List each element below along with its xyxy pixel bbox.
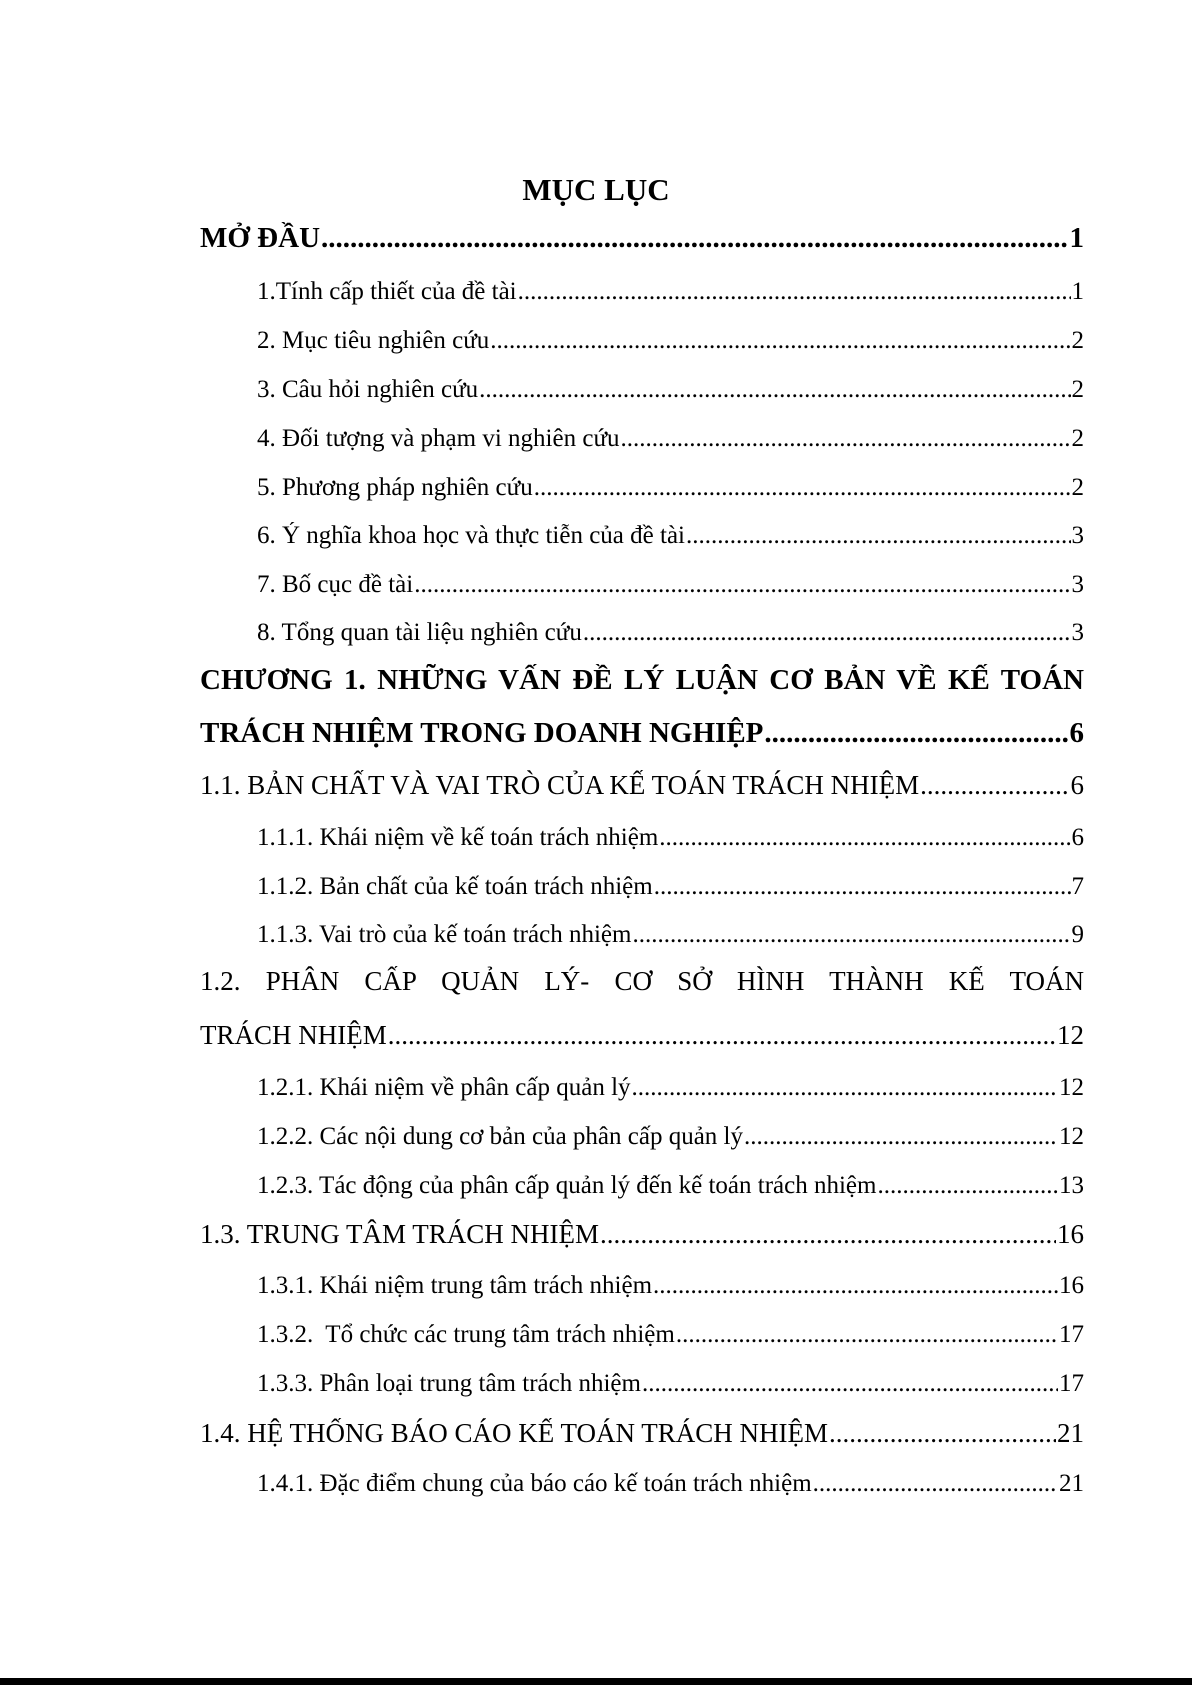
toc-entry-page: 12 (1059, 1074, 1084, 1101)
toc-entry-text: 1.4. HỆ THỐNG BÁO CÁO KẾ TOÁN TRÁCH NHIỆM (200, 1418, 829, 1448)
toc-entry[interactable] (257, 873, 1084, 901)
toc-entry[interactable] (257, 522, 1084, 550)
toc-entry-page: 21 (1059, 1470, 1084, 1497)
toc-entry-page: 17 (1059, 1321, 1084, 1348)
toc-entry-text: 7. Bố cục đề tài (257, 571, 414, 598)
dot-leader (600, 1219, 1056, 1250)
toc-entry-text: 6. Ý nghĩa khoa học và thực tiễn của đề tài (257, 522, 685, 549)
toc-entry[interactable] (257, 376, 1084, 404)
toc-entry-text: TRÁCH NHIỆM (200, 1020, 387, 1050)
bottom-edge-bar (0, 1678, 1192, 1685)
toc-entry-text: MỞ ĐẦU (200, 222, 321, 254)
dot-leader (479, 376, 1070, 404)
dot-leader (642, 1370, 1058, 1398)
dot-leader (676, 1321, 1058, 1349)
toc-entry-page: 13 (1059, 1172, 1084, 1199)
toc-entry-page: 6 (1070, 770, 1084, 800)
dot-leader (813, 1470, 1058, 1498)
toc-entry-text: 1.3. TRUNG TÂM TRÁCH NHIỆM (200, 1219, 600, 1249)
toc-entry-page: 3 (1071, 522, 1084, 549)
toc-entry[interactable] (257, 1074, 1084, 1102)
toc-entry-page: 3 (1071, 619, 1084, 646)
toc-chapter-heading-line1[interactable] (200, 664, 1084, 697)
toc-entry-text-line1: CHƯƠNG 1. NHỮNG VẤN ĐỀ LÝ LUẬN CƠ BẢN VỀ KẾ TOÁN (200, 664, 1084, 696)
toc-entry[interactable] (257, 1272, 1084, 1300)
toc-entry-page: 21 (1057, 1418, 1084, 1448)
dot-leader (321, 222, 1068, 255)
dot-leader (744, 1123, 1058, 1151)
toc-entry-section[interactable] (200, 1219, 1084, 1250)
dot-leader (686, 522, 1071, 550)
toc-entry-text: 4. Đối tượng và phạm vi nghiên cứu (257, 425, 620, 452)
toc-entry-page: 2 (1071, 425, 1084, 452)
toc-entry-text: 1.1. BẢN CHẤT VÀ VAI TRÒ CỦA KẾ TOÁN TRÁCH NHIỆM (200, 770, 920, 800)
dot-leader (877, 1172, 1058, 1200)
toc-entry-page: 12 (1059, 1123, 1084, 1150)
toc-entry[interactable] (257, 1470, 1084, 1498)
dot-leader (388, 1020, 1056, 1051)
dot-leader (414, 571, 1070, 599)
toc-entry[interactable] (257, 327, 1084, 355)
dot-leader (632, 921, 1070, 949)
dot-leader (653, 1272, 1058, 1300)
dot-leader (583, 619, 1071, 647)
toc-entry[interactable] (257, 824, 1084, 852)
dot-leader (518, 278, 1071, 306)
toc-entry[interactable] (257, 474, 1084, 502)
toc-entry-text-line1: 1.2. PHÂN CẤP QUẢN LÝ- CƠ SỞ HÌNH THÀNH KẾ TOÁN (200, 966, 1084, 996)
toc-entry-page: 9 (1071, 921, 1084, 948)
toc-entry-page: 16 (1057, 1219, 1084, 1249)
toc-title: MỤC LỤC (522, 172, 670, 207)
toc-entry-text: 1.2.3. Tác động của phân cấp quản lý đến kế toán trách nhiệm (257, 1172, 877, 1199)
toc-entry-section[interactable] (200, 1020, 1084, 1051)
toc-entry[interactable] (257, 571, 1084, 599)
toc-entry[interactable] (257, 921, 1084, 949)
toc-entry-text: 5. Phương pháp nghiên cứu (257, 474, 533, 501)
dot-leader (632, 1074, 1058, 1102)
toc-entry-page: 2 (1071, 327, 1084, 354)
toc-entry-text: 1.1.2. Bản chất của kế toán trách nhiệm (257, 873, 653, 900)
toc-entry-page: 16 (1059, 1272, 1084, 1299)
dot-leader (920, 770, 1069, 801)
dot-leader (490, 327, 1070, 355)
toc-entry-text: 8. Tổng quan tài liệu nghiên cứu (257, 619, 582, 646)
toc-entry[interactable] (257, 1370, 1084, 1398)
toc-entry-text: 1.Tính cấp thiết của đề tài (257, 278, 517, 305)
toc-entry[interactable] (257, 278, 1084, 306)
dot-leader (621, 425, 1071, 453)
toc-entry-text: 2. Mục tiêu nghiên cứu (257, 327, 490, 354)
toc-entry[interactable] (257, 425, 1084, 453)
toc-entry[interactable] (257, 1172, 1084, 1200)
dot-leader (829, 1418, 1056, 1449)
toc-section-heading-line1[interactable] (200, 966, 1084, 997)
toc-entry-page: 6 (1069, 717, 1084, 749)
toc-entry-page: 1 (1071, 278, 1084, 305)
toc-entry-text: 1.3.2. Tổ chức các trung tâm trách nhiệm (257, 1321, 675, 1348)
dot-leader (764, 717, 1068, 750)
dot-leader (659, 824, 1070, 852)
toc-entry-text: 1.1.1. Khái niệm về kế toán trách nhiệm (257, 824, 659, 851)
toc-entry-text: 1.2.1. Khái niệm về phân cấp quản lý (257, 1074, 631, 1101)
toc-entry-text: 1.4.1. Đặc điểm chung của báo cáo kế toán trách nhiệm (257, 1470, 812, 1497)
toc-entry-page: 17 (1059, 1370, 1084, 1397)
toc-entry-text: 1.3.1. Khái niệm trung tâm trách nhiệm (257, 1272, 653, 1299)
toc-entry-mo-dau[interactable] (200, 222, 1084, 255)
toc-entry-text: 1.3.3. Phân loại trung tâm trách nhiệm (257, 1370, 641, 1397)
toc-entry[interactable] (257, 1321, 1084, 1349)
toc-entry-page: 2 (1071, 376, 1084, 403)
toc-entry-page: 6 (1071, 824, 1084, 851)
toc-entry-section[interactable] (200, 770, 1084, 801)
toc-entry-section[interactable] (200, 1418, 1084, 1449)
toc-entry-page: 2 (1071, 474, 1084, 501)
toc-entry[interactable] (257, 1123, 1084, 1151)
dot-leader (654, 873, 1071, 901)
toc-entry-page: 7 (1071, 873, 1084, 900)
toc-entry-chapter-1[interactable] (200, 717, 1084, 750)
toc-entry-text: 1.1.3. Vai trò của kế toán trách nhiệm (257, 921, 632, 948)
toc-entry-page: 1 (1069, 222, 1084, 254)
toc-entry-page: 12 (1057, 1020, 1084, 1050)
toc-entry[interactable] (257, 619, 1084, 647)
dot-leader (534, 474, 1071, 502)
toc-entry-page: 3 (1071, 571, 1084, 598)
toc-entry-text: TRÁCH NHIỆM TRONG DOANH NGHIỆP (200, 717, 764, 749)
toc-entry-text: 3. Câu hỏi nghiên cứu (257, 376, 479, 403)
toc-entry-text: 1.2.2. Các nội dung cơ bản của phân cấp quản lý (257, 1123, 743, 1150)
